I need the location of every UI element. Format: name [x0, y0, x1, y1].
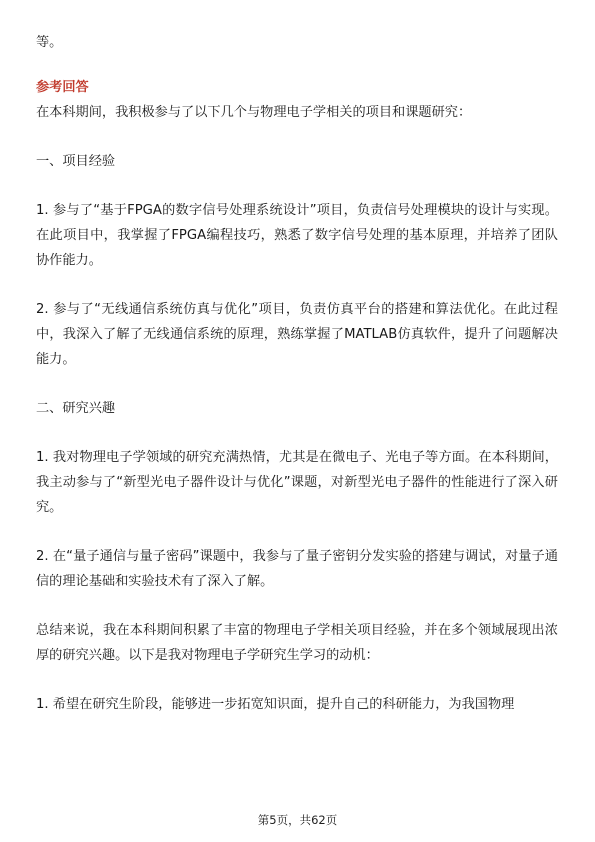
spacer [36, 55, 558, 75]
reference-answer-heading: 参考回答 [36, 80, 89, 95]
continuation-text: 等。 [36, 35, 63, 50]
section-heading-projects: 一、项目经验 [36, 154, 116, 169]
spacer [36, 125, 558, 149]
interest-paragraph-2: 2. 在“量子通信与量子密码”课题中，我参与了量子密钥分发实验的搭建与调试，对量子通信的理论基础和实验技术有了深入了解。 [36, 549, 558, 589]
spacer [36, 520, 558, 544]
spacer [36, 421, 558, 445]
spacer [36, 668, 558, 692]
page-number-footer: 第5页，共62页 [257, 813, 338, 827]
document-content [36, 30, 558, 717]
spacer [36, 273, 558, 297]
project-paragraph-1: 1. 参与了“基于FPGA的数字信号处理系统设计”项目，负责信号处理模块的设计与实现。在此项目中，我掌握了FPGA编程技巧，熟悉了数字信号处理的基本原理，并培养了团队协作能力。 [36, 203, 558, 268]
summary-paragraph: 总结来说，我在本科期间积累了丰富的物理电子学相关项目经验，并在多个领域展现出浓厚的研究兴趣。以下是我对物理电子学研究生学习的动机： [36, 623, 558, 663]
intro-paragraph: 在本科期间，我积极参与了以下几个与物理电子学相关的项目和课题研究： [36, 105, 472, 120]
spacer [36, 372, 558, 396]
spacer [36, 174, 558, 198]
section-heading-interests: 二、研究兴趣 [36, 401, 116, 416]
interest-paragraph-1: 1. 我对物理电子学领域的研究充满热情，尤其是在微电子、光电子等方面。在本科期间，我主动参与了“新型光电子器件设计与优化”课题，对新型光电子器件的性能进行了深入研究。 [36, 450, 558, 515]
project-paragraph-2: 2. 参与了“无线通信系统仿真与优化”项目，负责仿真平台的搭建和算法优化。在此过程中，我深入了解了无线通信系统的原理，熟练掌握了MATLAB仿真软件，提升了问题解决能力。 [36, 302, 558, 367]
motivation-paragraph-1: 1. 希望在研究生阶段，能够进一步拓宽知识面，提升自己的科研能力，为我国物理 [36, 697, 515, 712]
spacer [36, 594, 558, 618]
